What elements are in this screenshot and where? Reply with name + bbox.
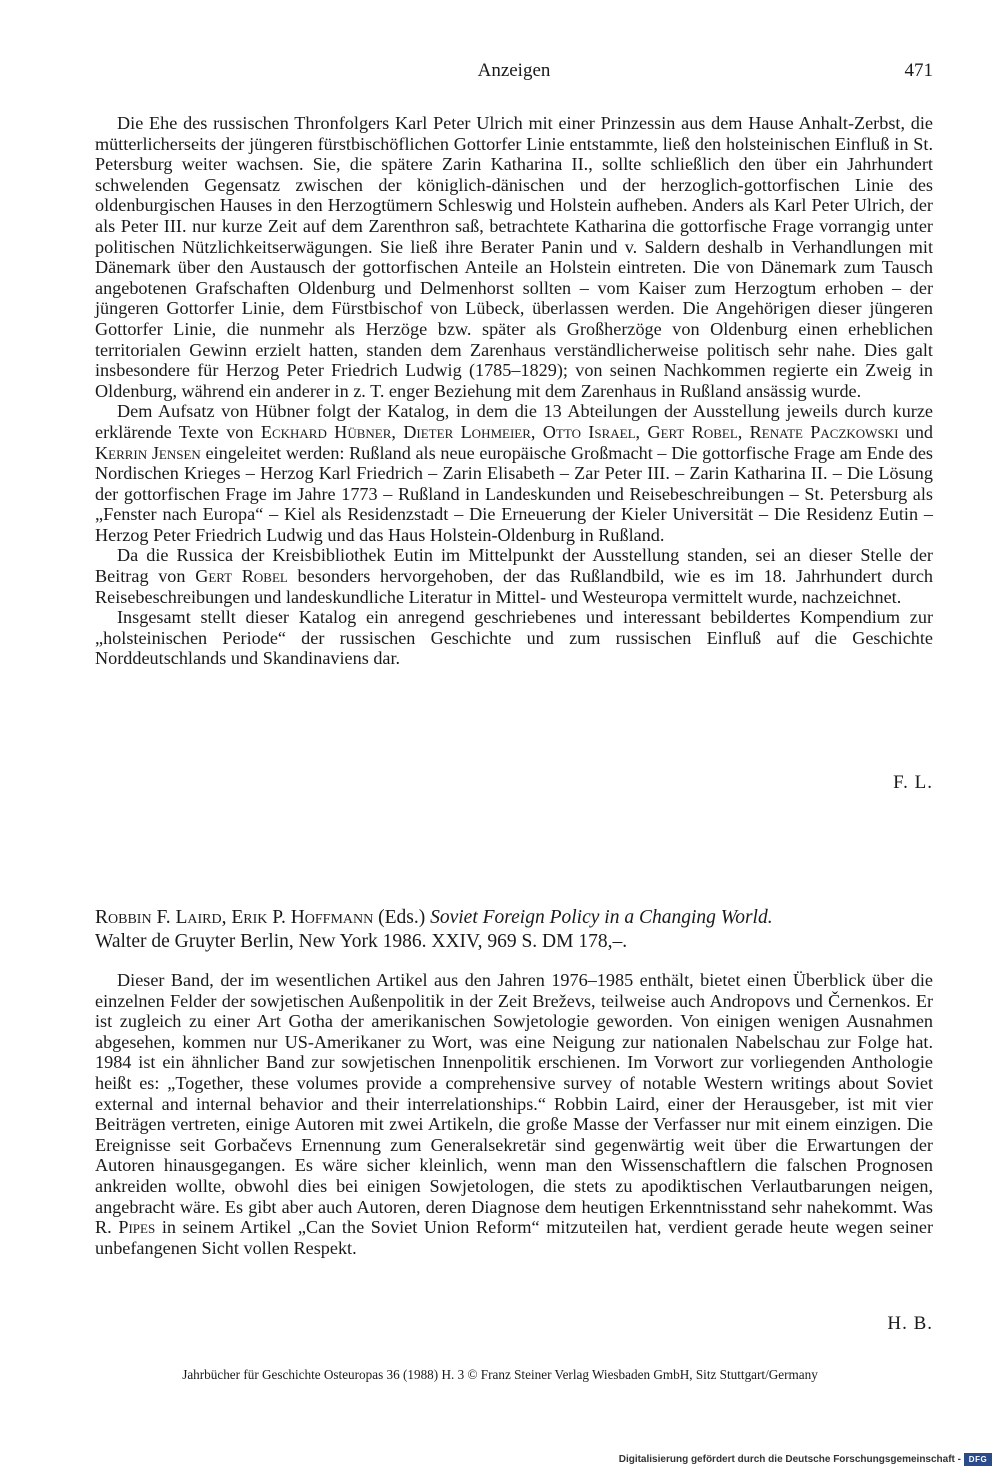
review-1-paragraph-1: Die Ehe des russischen Thronfolgers Karl Peter Ulrich mit einer Prinzessin aus dem Hause Anhalt-Zerbst, die mütterlicherseits der jüngeren fürstbischöflichen Gottorfer Linie entstammte, ließ den holsteinischen Einfluß in St. Petersburg weiter wachsen. Sie, die spätere Zarin Katharina II., sollte schließlich den über ein Jahrhundert schwelenden Gegensatz zwischen der königlich-dänischen und der herzoglich-gottorfischen Linie des oldenburgischen Hauses in den Herzogtümern Schleswig und Holstein aufheben. Anders als Karl Peter Ulrich, der als Peter III. nur kurze Zeit auf dem Zarenthron saß, betrachtete Katharina die gottorfische Frage vorrangig unter politischen Nützlichkeitserwägungen. Sie ließ ihre Berater Panin und v. Saldern deshalb in Verhandlungen mit Dänemark über den Austausch der gottorfischen Anteile an Holstein eintreten. Die von Dänemark zum Tausch angebotenen Grafschaften Oldenburg und Delmenhorst sollten – vom Kaiser zum Herzogtum erhoben – der jüngeren Gottorfer Linie, dem Fürstbischof von Lübeck, überlassen werden. Die Angehörigen dieser jüngeren Gottorfer Linie, die nunmehr als Herzöge bzw. später als Großherzöge von Oldenburg einen erheblichen territorialen Gewinn erzielt hatten, standen dem Zarenhaus verständlicherweise politisch sehr nahe. Dies galt insbesondere für Herzog Peter Friedrich Ludwig (1785–1829); von seinen Nachkommen regierte ein Zweig in Oldenburg, während ein anderer in z. T. enger Beziehung mit dem Zarenhaus in Rußland ansässig wurde. bbox=[95, 113, 933, 401]
review-1-paragraph-3: Da die Russica der Kreisbibliothek Eutin im Mittelpunkt der Ausstellung standen, sei an dieser Stelle der Beitrag von Gert Robel besonders hervorgehoben, der das Rußlandbild, wie es im 18. Jahrhundert durch Reisebeschreibungen und landeskundliche Literatur in Mittel- und Westeuropa vermittelt wurde, nachzeichnet. bbox=[95, 545, 933, 607]
review-1-paragraph-4: Insgesamt stellt dieser Katalog ein anregend geschriebenes und interessant bebildertes Kompendium zur „holsteinischen Periode“ der russischen Geschichte und zum russischen Einfluß auf die Geschichte Norddeutschlands und Skandinaviens dar. bbox=[95, 607, 933, 669]
running-head bbox=[95, 60, 933, 86]
page-number: 471 bbox=[904, 60, 933, 81]
author-name: Pipes bbox=[118, 1217, 156, 1238]
review-2-signature: H. B. bbox=[887, 1313, 933, 1334]
editor-name: Robbin F. Laird bbox=[95, 907, 222, 928]
dfg-notice bbox=[619, 1452, 992, 1466]
running-title: Anzeigen bbox=[477, 60, 551, 81]
review-2-paragraph-1: Dieser Band, der im wesentlichen Artikel aus den Jahren 1976–1985 enthält, bietet einen Überblick über die einzelnen Felder der sowjetischen Außenpolitik in der Zeit Breževs, teilweise auch Andropovs und Černenkos. Er ist zugleich zu einer Art Gotha der amerikanischen Sowjetologie geworden. Von einigen wenigen Ausnahmen abgesehen, kommen nur US-Amerikaner zu Wort, was eine Neigung zur nationalen Nabelschau zur Folge hat. 1984 ist ein ähnlicher Band zur sowjetischen Innenpolitik erschienen. Im Vorwort zur vorliegenden Anthologie heißt es: „Together, these volumes provide a comprehensive survey of notable Western writings about Soviet external and internal behavior and their interrelationships.“ Robbin Laird, einer der Herausgeber, ist mit vier Beiträgen vertreten, einige Autoren mit zwei Artikeln, die große Masse der Verfasser nur mit einem einzigen. Die Ereignisse seit Gorbačevs Ernennung zum Generalsekretär sind gegenwärtig weit über die Erwartungen der Autoren hinausgegangen. Es wäre sicher kleinlich, wenn man den Wissenschaftlern die falschen Prognosen ankreiden wollte, obwohl dies bei einigen Sowjetologen, die stets zu apodiktischen Verlautbarungen neigen, angebracht wäre. Es gibt aber auch Autoren, deren Diagnose dem heutigen Erkenntnisstand sehr nahekommt. Was R. Pipes in seinem Artikel „Can the Soviet Union Reform“ mitzuteilen hat, verdient gerade heute wegen seiner unbefangenen Sicht vollen Respekt. bbox=[95, 970, 933, 1258]
review-2-body bbox=[95, 970, 933, 1258]
author-name: Otto Israel bbox=[542, 421, 636, 442]
author-name: Renate Paczkowski bbox=[749, 421, 899, 442]
author-name: Kerrin Jensen bbox=[95, 442, 201, 463]
review-1-body bbox=[95, 113, 933, 669]
dfg-logo: DFG bbox=[964, 1453, 992, 1466]
review-1-signature: F. L. bbox=[893, 772, 933, 793]
review-1-paragraph-2: Dem Aufsatz von Hübner folgt der Katalog, in dem die 13 Abteilungen der Ausstellung jeweils durch kurze erklärende Texte von Eckhard Hübner, Dieter Lohmeier, Otto Israel, Gert Robel, Renate Paczkowski und Kerrin Jensen eingeleitet werden: Rußland als neue europäische Großmacht – Die gottorfische Frage am Ende des Nordischen Krieges – Herzog Karl Friedrich – Zarin Elisabeth – Zar Peter III. – Zarin Katharina II. – Die Lösung der gottorfischen Frage im Jahre 1773 – Rußland in Landeskunden und Reisebeschreibungen – St. Petersburg als „Fenster nach Europa“ – Kiel als Residenzstadt – Die Erneuerung der Kieler Universität – Die Residenz Eutin – Herzog Peter Friedrich Ludwig und das Haus Holstein-Oldenburg in Rußland. bbox=[95, 401, 934, 545]
bibliographic-line: Robbin F. Laird, Erik P. Hoffmann (Eds.) Soviet Foreign Policy in a Changing World. bbox=[95, 907, 773, 928]
author-name: Dieter Lohmeier bbox=[403, 421, 531, 442]
book-title: Soviet Foreign Policy in a Changing World. bbox=[430, 907, 773, 928]
review-2-heading bbox=[95, 906, 933, 954]
author-name: Gert Robel bbox=[647, 421, 738, 442]
journal-citation: Jahrbücher für Geschichte Osteuropas 36 (1988) H. 3 © Franz Steiner Verlag Wiesbaden GmbH, Sitz Stuttgart/Germany bbox=[182, 1367, 818, 1382]
editor-name: Erik P. Hoffmann bbox=[231, 907, 374, 928]
author-name: Gert Robel bbox=[195, 566, 288, 587]
author-name: Eckhard Hübner bbox=[260, 421, 392, 442]
publication-line: Walter de Gruyter Berlin, New York 1986. XXIV, 969 S. DM 178,–. bbox=[95, 931, 628, 952]
dfg-text: Digitalisierung gefördert durch die Deutsche Forschungsgemeinschaft - bbox=[618, 1453, 961, 1465]
